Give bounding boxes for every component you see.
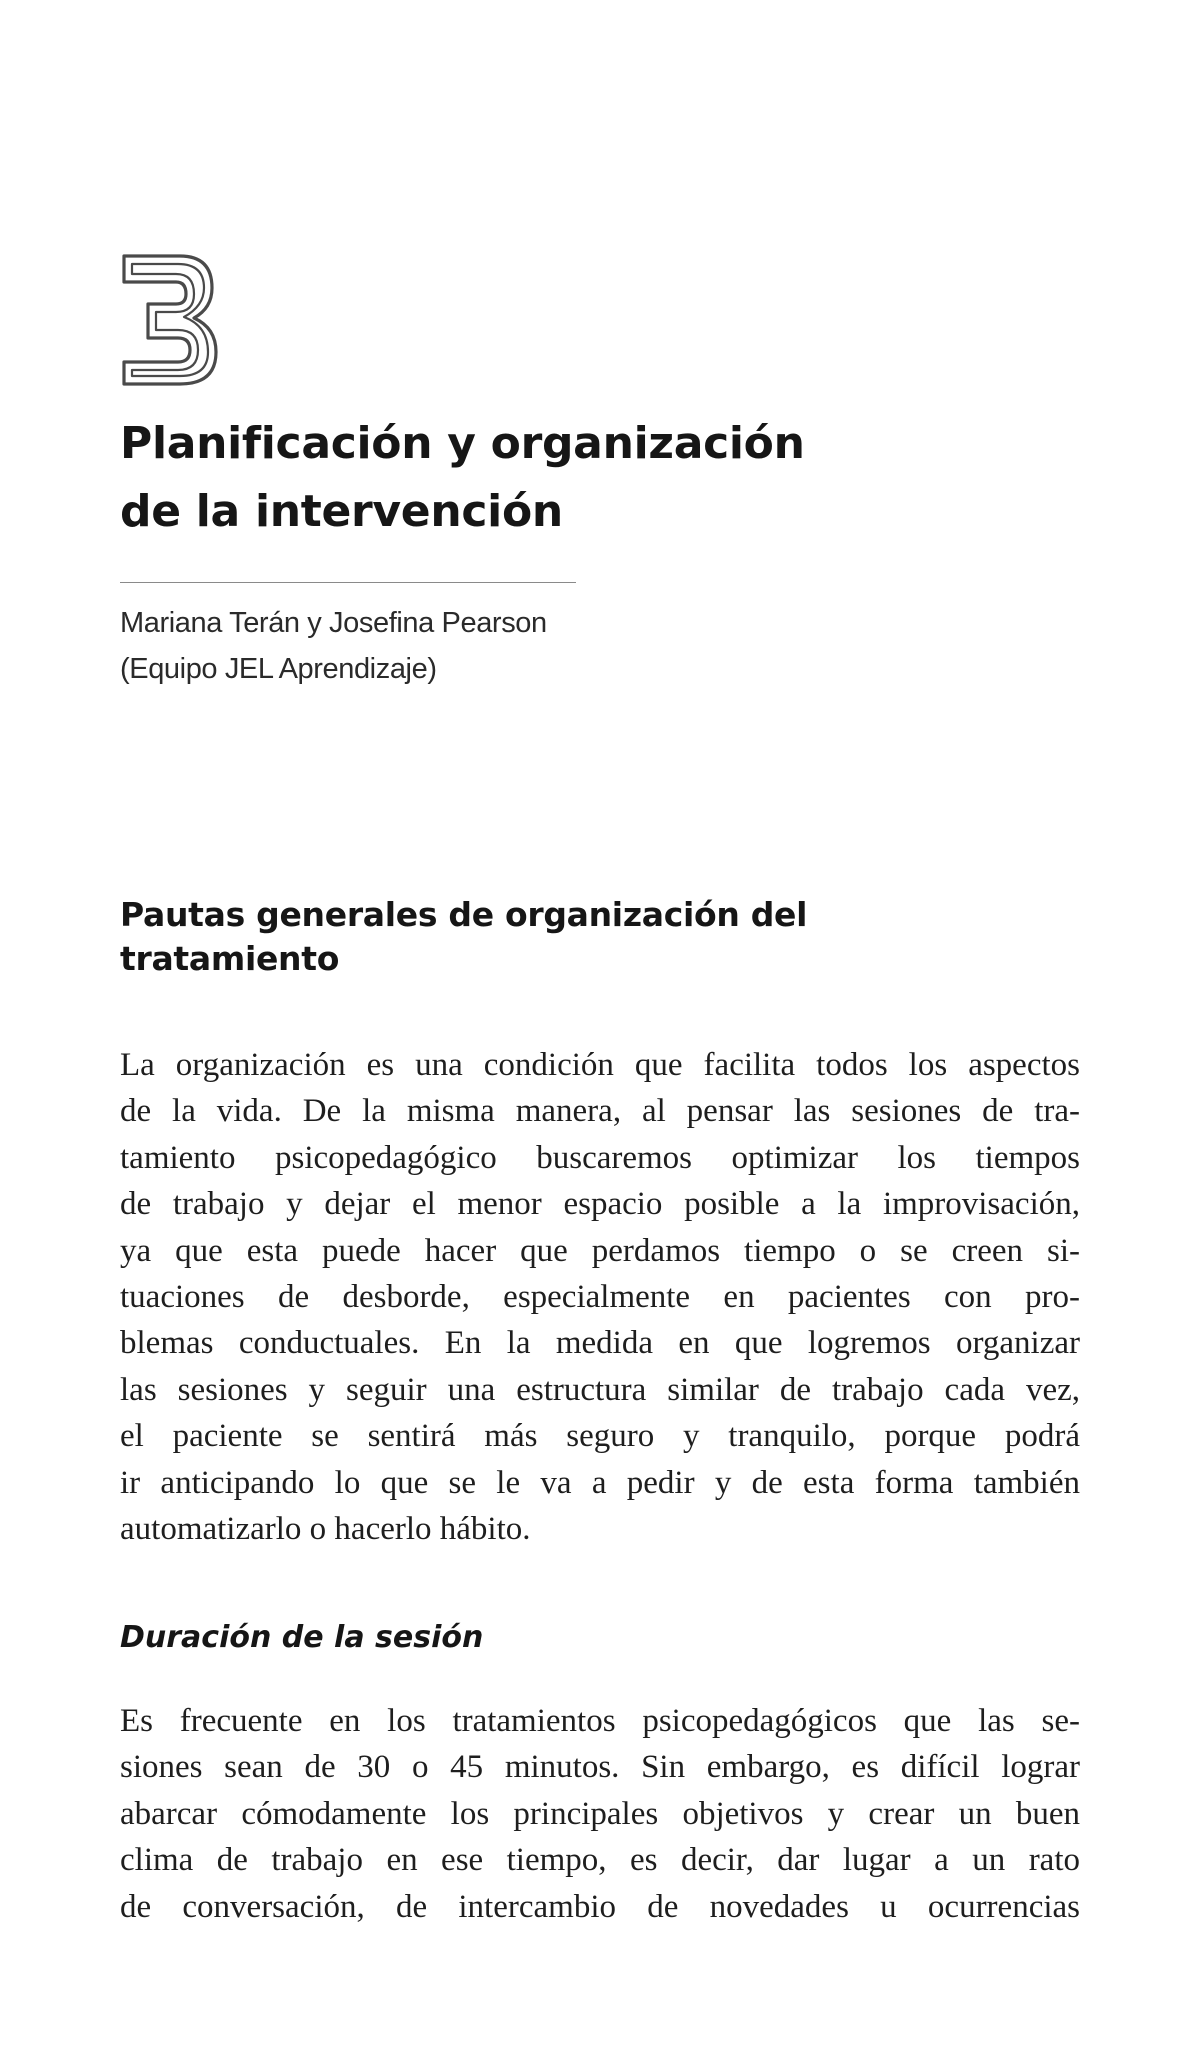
author-names: Mariana Terán y Josefina Pearson [120, 607, 547, 639]
chapter-title-line: Planificación y organización [120, 418, 805, 469]
paragraph-line: clima de trabajo en ese tiempo, es decir, dar lugar a un rato [120, 1842, 1080, 1879]
section-paragraph [120, 1042, 1080, 1552]
chapter-title-line: de la intervención [120, 486, 563, 537]
subsection-paragraph [120, 1698, 1080, 1930]
paragraph-line: el paciente se sentirá más seguro y tranquilo, porque podrá [120, 1418, 1080, 1455]
paragraph-line: Es frecuente en los tratamientos psicopedagógicos que las se- [120, 1703, 1080, 1739]
paragraph-line: de la vida. De la misma manera, al pensar las sesiones de tra- [120, 1093, 1080, 1130]
subsection-heading: Duración de la sesión [120, 1620, 484, 1655]
paragraph-line: tamiento psicopedagógico buscaremos optimizar los tiempos [120, 1139, 1080, 1176]
paragraph-line: ir anticipando lo que se le va a pedir y de esta forma también [120, 1464, 1080, 1501]
section-heading-line: tratamiento [120, 939, 340, 978]
paragraph-line: automatizarlo o hacerlo hábito. [120, 1510, 531, 1547]
paragraph-line: de conversación, de intercambio de novedades u ocurrencias [120, 1888, 1080, 1925]
chapter-number [118, 250, 218, 390]
outlined-number-three-icon [118, 250, 218, 390]
author-affiliation: (Equipo JEL Aprendizaje) [120, 653, 437, 685]
paragraph-line: de trabajo y dejar el menor espacio posible a la improvisación, [120, 1186, 1080, 1223]
paragraph-line: las sesiones y seguir una estructura similar de trabajo cada vez, [120, 1371, 1080, 1408]
paragraph-line: siones sean de 30 o 45 minutos. Sin embargo, es difícil lograr [120, 1749, 1080, 1786]
paragraph-line: La organización es una condición que facilita todos los aspectos [120, 1047, 1080, 1083]
chapter-title [120, 410, 880, 546]
title-divider [120, 582, 576, 583]
paragraph-line: tuaciones de desborde, especialmente en pacientes con pro- [120, 1278, 1080, 1315]
section-heading-line: Pautas generales de organización del [120, 895, 808, 934]
paragraph-line: blemas conductuales. En la medida en que logremos organizar [120, 1325, 1080, 1362]
chapter-authors [120, 600, 547, 692]
section-heading [120, 893, 1020, 981]
paragraph-line: abarcar cómodamente los principales objetivos y crear un buen [120, 1795, 1080, 1832]
paragraph-line: ya que esta puede hacer que perdamos tiempo o se creen si- [120, 1232, 1080, 1269]
